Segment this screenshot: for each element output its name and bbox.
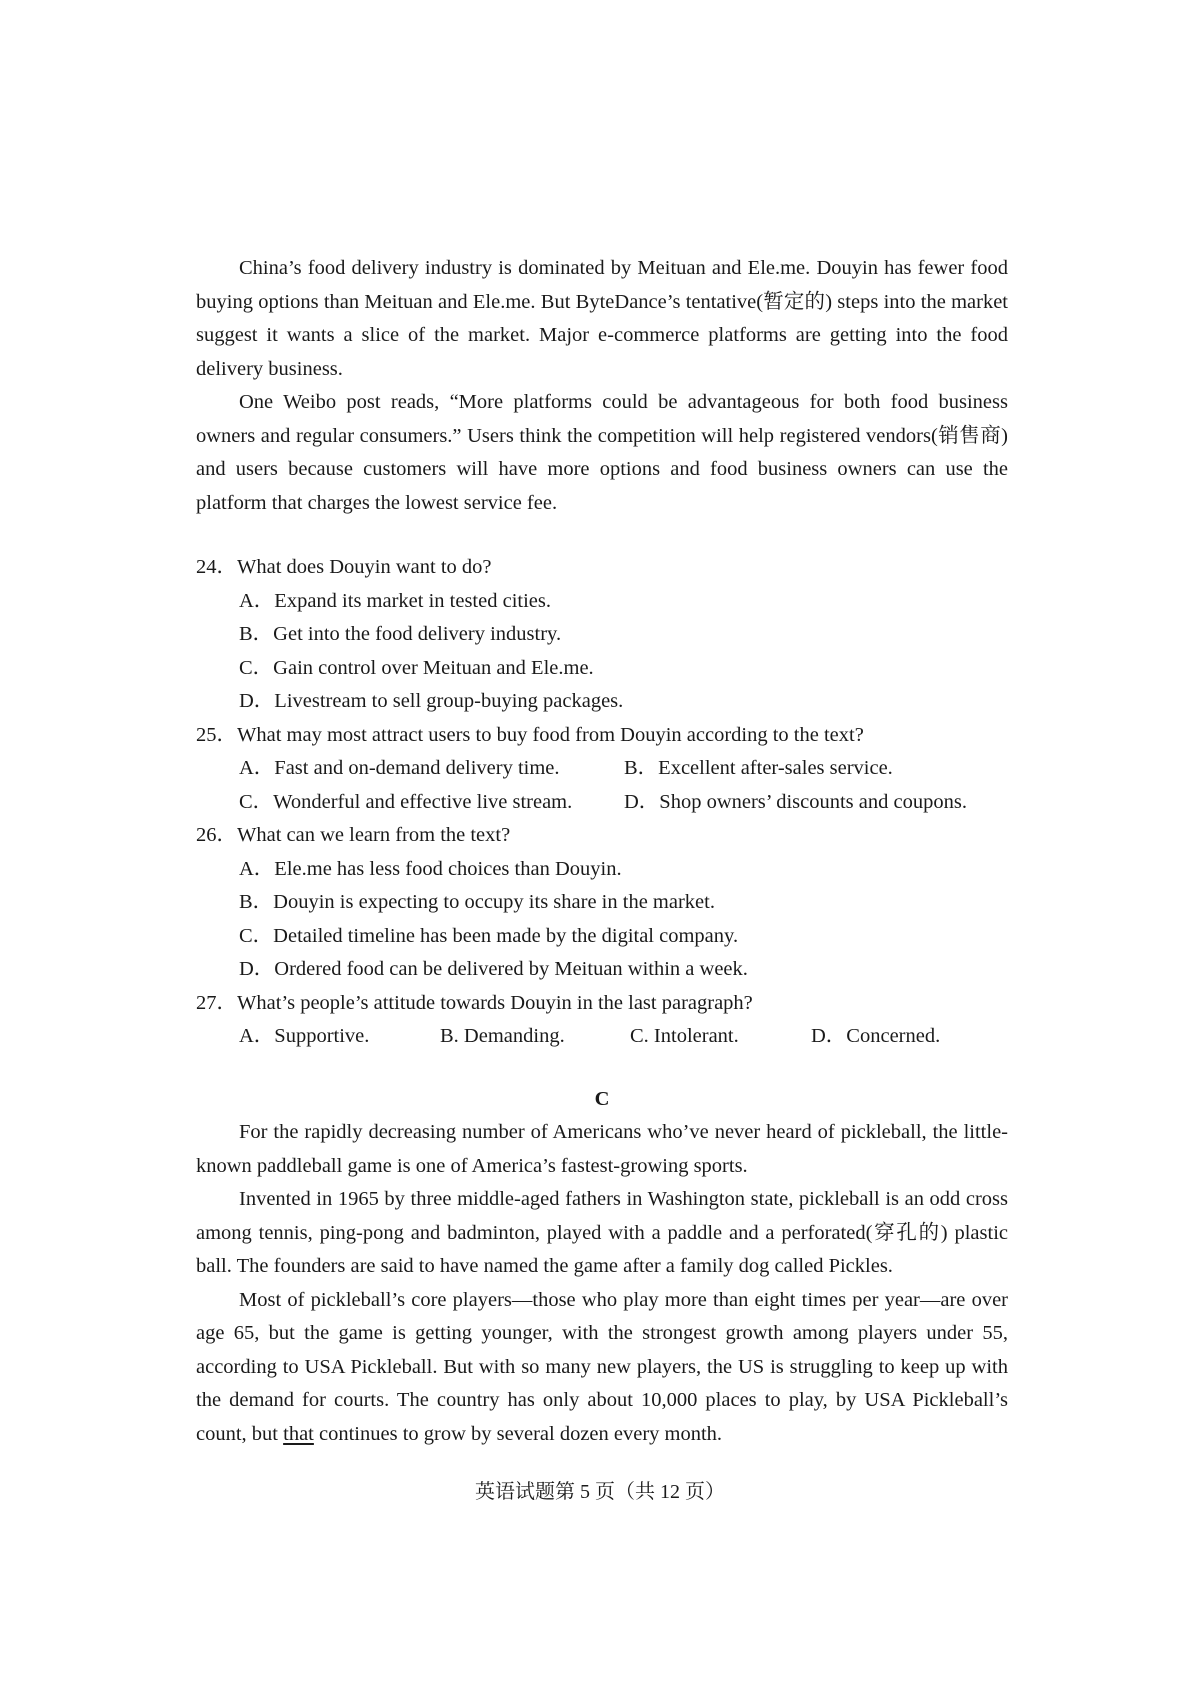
passage-b-continuation bbox=[196, 252, 1008, 520]
question-27-option-c: C. Intolerant. bbox=[630, 1025, 739, 1047]
question-27-options-row bbox=[196, 1020, 1008, 1054]
question-24 bbox=[196, 551, 1008, 719]
section-c-heading: C bbox=[594, 1087, 610, 1110]
passage-c-paragraph-1: For the rapidly decreasing number of Americans who’ve never heard of pickleball, the little-known paddleball game is one of America’s fastest-growing sports. bbox=[196, 1121, 1008, 1177]
question-26-option-d: D．Ordered food can be delivered by Meituan within a week. bbox=[239, 958, 748, 980]
question-27-stem: 27．What’s people’s attitude towards Douyin in the last paragraph? bbox=[196, 991, 753, 1014]
question-25-option-d: D．Shop owners’ discounts and coupons. bbox=[624, 790, 967, 813]
question-26-option-a: A．Ele.me has less food choices than Douyin. bbox=[239, 857, 622, 880]
passage-b-paragraph-1: China’s food delivery industry is dominated by Meituan and Ele.me. Douyin has fewer food buying options than Meituan and Ele.me. But ByteDance’s tentative(暂定的) steps into the market suggest it wants a slice of the market. Major e-commerce platforms are getting into the food delivery business. bbox=[196, 257, 1008, 380]
question-25-option-a: A．Fast and on-demand delivery time. bbox=[239, 757, 560, 779]
question-27-option-b: B. Demanding. bbox=[440, 1025, 565, 1047]
question-25-option-c: C．Wonderful and effective live stream. bbox=[239, 790, 573, 813]
question-27-option-d: D．Concerned. bbox=[811, 1025, 941, 1047]
question-26-option-b: B．Douyin is expecting to occupy its share in the market. bbox=[239, 891, 715, 913]
question-27-option-a: A．Supportive. bbox=[239, 1025, 370, 1047]
question-26-stem: 26．What can we learn from the text? bbox=[196, 824, 511, 846]
question-25-options-row-2 bbox=[196, 786, 1008, 820]
question-26-option-c: C．Detailed timeline has been made by the digital company. bbox=[239, 924, 739, 947]
question-24-option-a: A．Expand its market in tested cities. bbox=[239, 589, 551, 612]
exam-page-body bbox=[196, 252, 1008, 1451]
question-26 bbox=[196, 819, 1008, 987]
passage-c-paragraph-3-text-end: continues to grow by several dozen every month. bbox=[313, 1422, 723, 1445]
question-25 bbox=[196, 719, 1008, 820]
question-25-option-b: B．Excellent after-sales service. bbox=[624, 757, 893, 779]
question-24-option-c: C．Gain control over Meituan and Ele.me. bbox=[239, 656, 594, 679]
question-25-options-row-1 bbox=[196, 752, 1008, 786]
underlined-word-that: that bbox=[283, 1422, 314, 1445]
passage-c-paragraph-2: Invented in 1965 by three middle-aged fathers in Washington state, pickleball is an odd cross among tennis, ping-pong and badminton, played with a paddle and a perforated(穿孔的) plastic ball. The founders are said to have named the game after a family dog called Pickles. bbox=[196, 1188, 1008, 1277]
question-24-option-b: B．Get into the food delivery industry. bbox=[239, 623, 562, 645]
passage-c bbox=[196, 1116, 1008, 1451]
question-24-option-d: D．Livestream to sell group-buying packages. bbox=[239, 690, 624, 712]
page-footer: 英语试题第 5 页（共 12 页） bbox=[475, 1481, 725, 1503]
passage-b-paragraph-2: One Weibo post reads, “More platforms could be advantageous for both food business owners and regular consumers.” Users think the competition will help registered vendors(销售商) and users because customers will have more options and food business owners can use the platform that charges the lowest service fee. bbox=[196, 391, 1008, 514]
passage-c-paragraph-3-text: Most of pickleball’s core players—those who play more than eight times per year—are over age 65, but the game is getting younger, with the strongest growth among players under 55, according to USA Pickleball. But with so many new players, the US is struggling to keep up with the demand for courts. The country has only about 10,000 places to play, by USA Pickleball’s count, but bbox=[196, 1288, 1008, 1445]
question-27 bbox=[196, 987, 1008, 1054]
passage-c-paragraph-3 bbox=[196, 1284, 1008, 1452]
questions-block bbox=[196, 551, 1008, 1054]
question-24-stem: 24．What does Douyin want to do? bbox=[196, 556, 492, 578]
question-25-stem: 25．What may most attract users to buy food from Douyin according to the text? bbox=[196, 723, 864, 746]
